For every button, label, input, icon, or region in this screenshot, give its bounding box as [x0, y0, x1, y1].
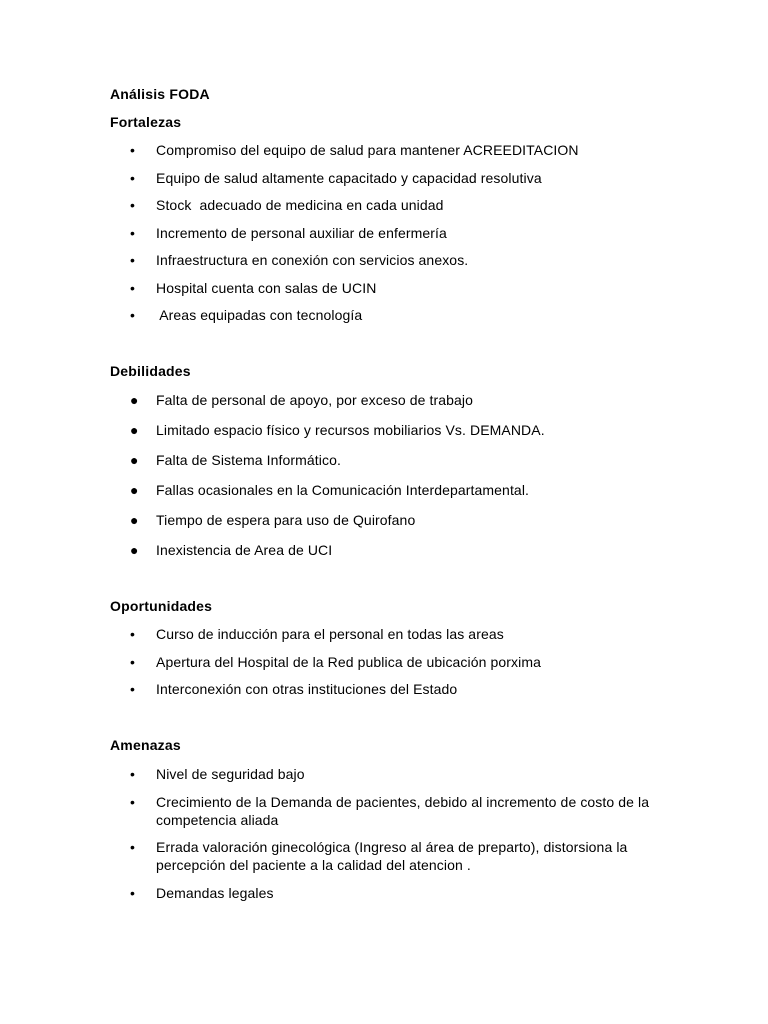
list-item: [130, 765, 690, 783]
list-item-text: Falta de personal de apoyo, por exceso de trabajo: [156, 392, 473, 408]
bullet-icon: •: [130, 197, 136, 213]
list-item-text: Infraestructura en conexión con servicios anexos.: [156, 252, 469, 268]
bullet-icon: ●: [130, 392, 139, 408]
list-item-text: Incremento de personal auxiliar de enfermería: [156, 224, 447, 241]
list-item-text: Fallas ocasionales en la Comunicación Interdepartamental.: [156, 482, 530, 498]
bullet-icon: •: [130, 653, 136, 670]
list-item-text: Compromiso del equipo de salud para mantener ACREEDITACION: [156, 142, 579, 158]
list-amenazas: [130, 765, 690, 911]
section-heading-fortalezas: Fortalezas: [110, 114, 182, 130]
bullet-icon: ●: [130, 452, 139, 468]
list-item: [130, 224, 690, 242]
list-item: [130, 251, 690, 269]
bullet-icon: •: [130, 169, 136, 186]
list-item-text: Hospital cuenta con salas de UCIN: [156, 279, 377, 296]
list-item: [130, 169, 690, 187]
list-item: [130, 680, 690, 698]
list-item: [130, 391, 690, 409]
bullet-icon: ●: [130, 482, 139, 498]
list-item-text: Interconexión con otras instituciones del Estado: [156, 681, 458, 697]
list-item: [130, 511, 690, 529]
list-item-text: Curso de inducción para el personal en todas las areas: [156, 626, 504, 642]
bullet-icon: •: [130, 224, 136, 241]
list-item: [130, 481, 690, 499]
list-item-text: Equipo de salud altamente capacitado y capacidad resolutiva: [156, 169, 542, 186]
list-item-text: Falta de Sistema Informático.: [156, 452, 341, 468]
bullet-icon: •: [130, 766, 136, 782]
section-heading-oportunidades: Oportunidades: [110, 598, 213, 614]
list-item-text: Areas equipadas con tecnología: [156, 307, 363, 323]
list-item: [130, 884, 690, 902]
list-item: [130, 196, 690, 214]
list-item-text: Errada valoración ginecológica (Ingreso al área de preparto), distorsiona la percepción del paciente a la calidad del atencion .: [156, 839, 628, 873]
list-item: [130, 793, 690, 829]
bullet-icon: ●: [130, 542, 139, 558]
bullet-icon: •: [130, 279, 136, 296]
list-item-text: Stock adecuado de medicina en cada unidad: [156, 197, 444, 213]
section-heading-debilidades: Debilidades: [110, 363, 191, 379]
list-item: [130, 421, 690, 439]
list-item-text: Demandas legales: [156, 884, 274, 901]
list-item: [130, 279, 690, 297]
bullet-icon: ●: [130, 512, 139, 528]
list-item-text: Limitado espacio físico y recursos mobiliarios Vs. DEMANDA.: [156, 422, 545, 438]
list-item: [130, 838, 690, 874]
list-item: [130, 625, 690, 643]
bullet-icon: •: [130, 307, 136, 323]
bullet-icon: •: [130, 884, 136, 901]
bullet-icon: •: [130, 142, 136, 158]
list-item-text: Nivel de seguridad bajo: [156, 766, 305, 782]
list-item: [130, 306, 690, 324]
bullet-icon: •: [130, 626, 136, 642]
section-heading-amenazas: Amenazas: [110, 737, 181, 753]
list-item-text: Inexistencia de Area de UCI: [156, 542, 333, 558]
list-item: [130, 141, 690, 159]
bullet-icon: •: [130, 793, 136, 810]
list-fortalezas: [130, 141, 690, 334]
list-item: [130, 653, 690, 671]
list-item: [130, 451, 690, 469]
document-title: Análisis FODA: [110, 86, 210, 102]
list-item-text: Crecimiento de la Demanda de pacientes, debido al incremento de costo de la competencia aliada: [156, 793, 650, 828]
bullet-icon: •: [130, 839, 136, 855]
list-oportunidades: [130, 625, 690, 708]
list-debilidades: [130, 391, 690, 571]
bullet-icon: ●: [130, 422, 139, 438]
list-item: [130, 541, 690, 559]
bullet-icon: •: [130, 681, 136, 697]
list-item-text: Tiempo de espera para uso de Quirofano: [156, 512, 416, 528]
bullet-icon: •: [130, 252, 136, 268]
list-item-text: Apertura del Hospital de la Red publica de ubicación porxima: [156, 653, 541, 670]
